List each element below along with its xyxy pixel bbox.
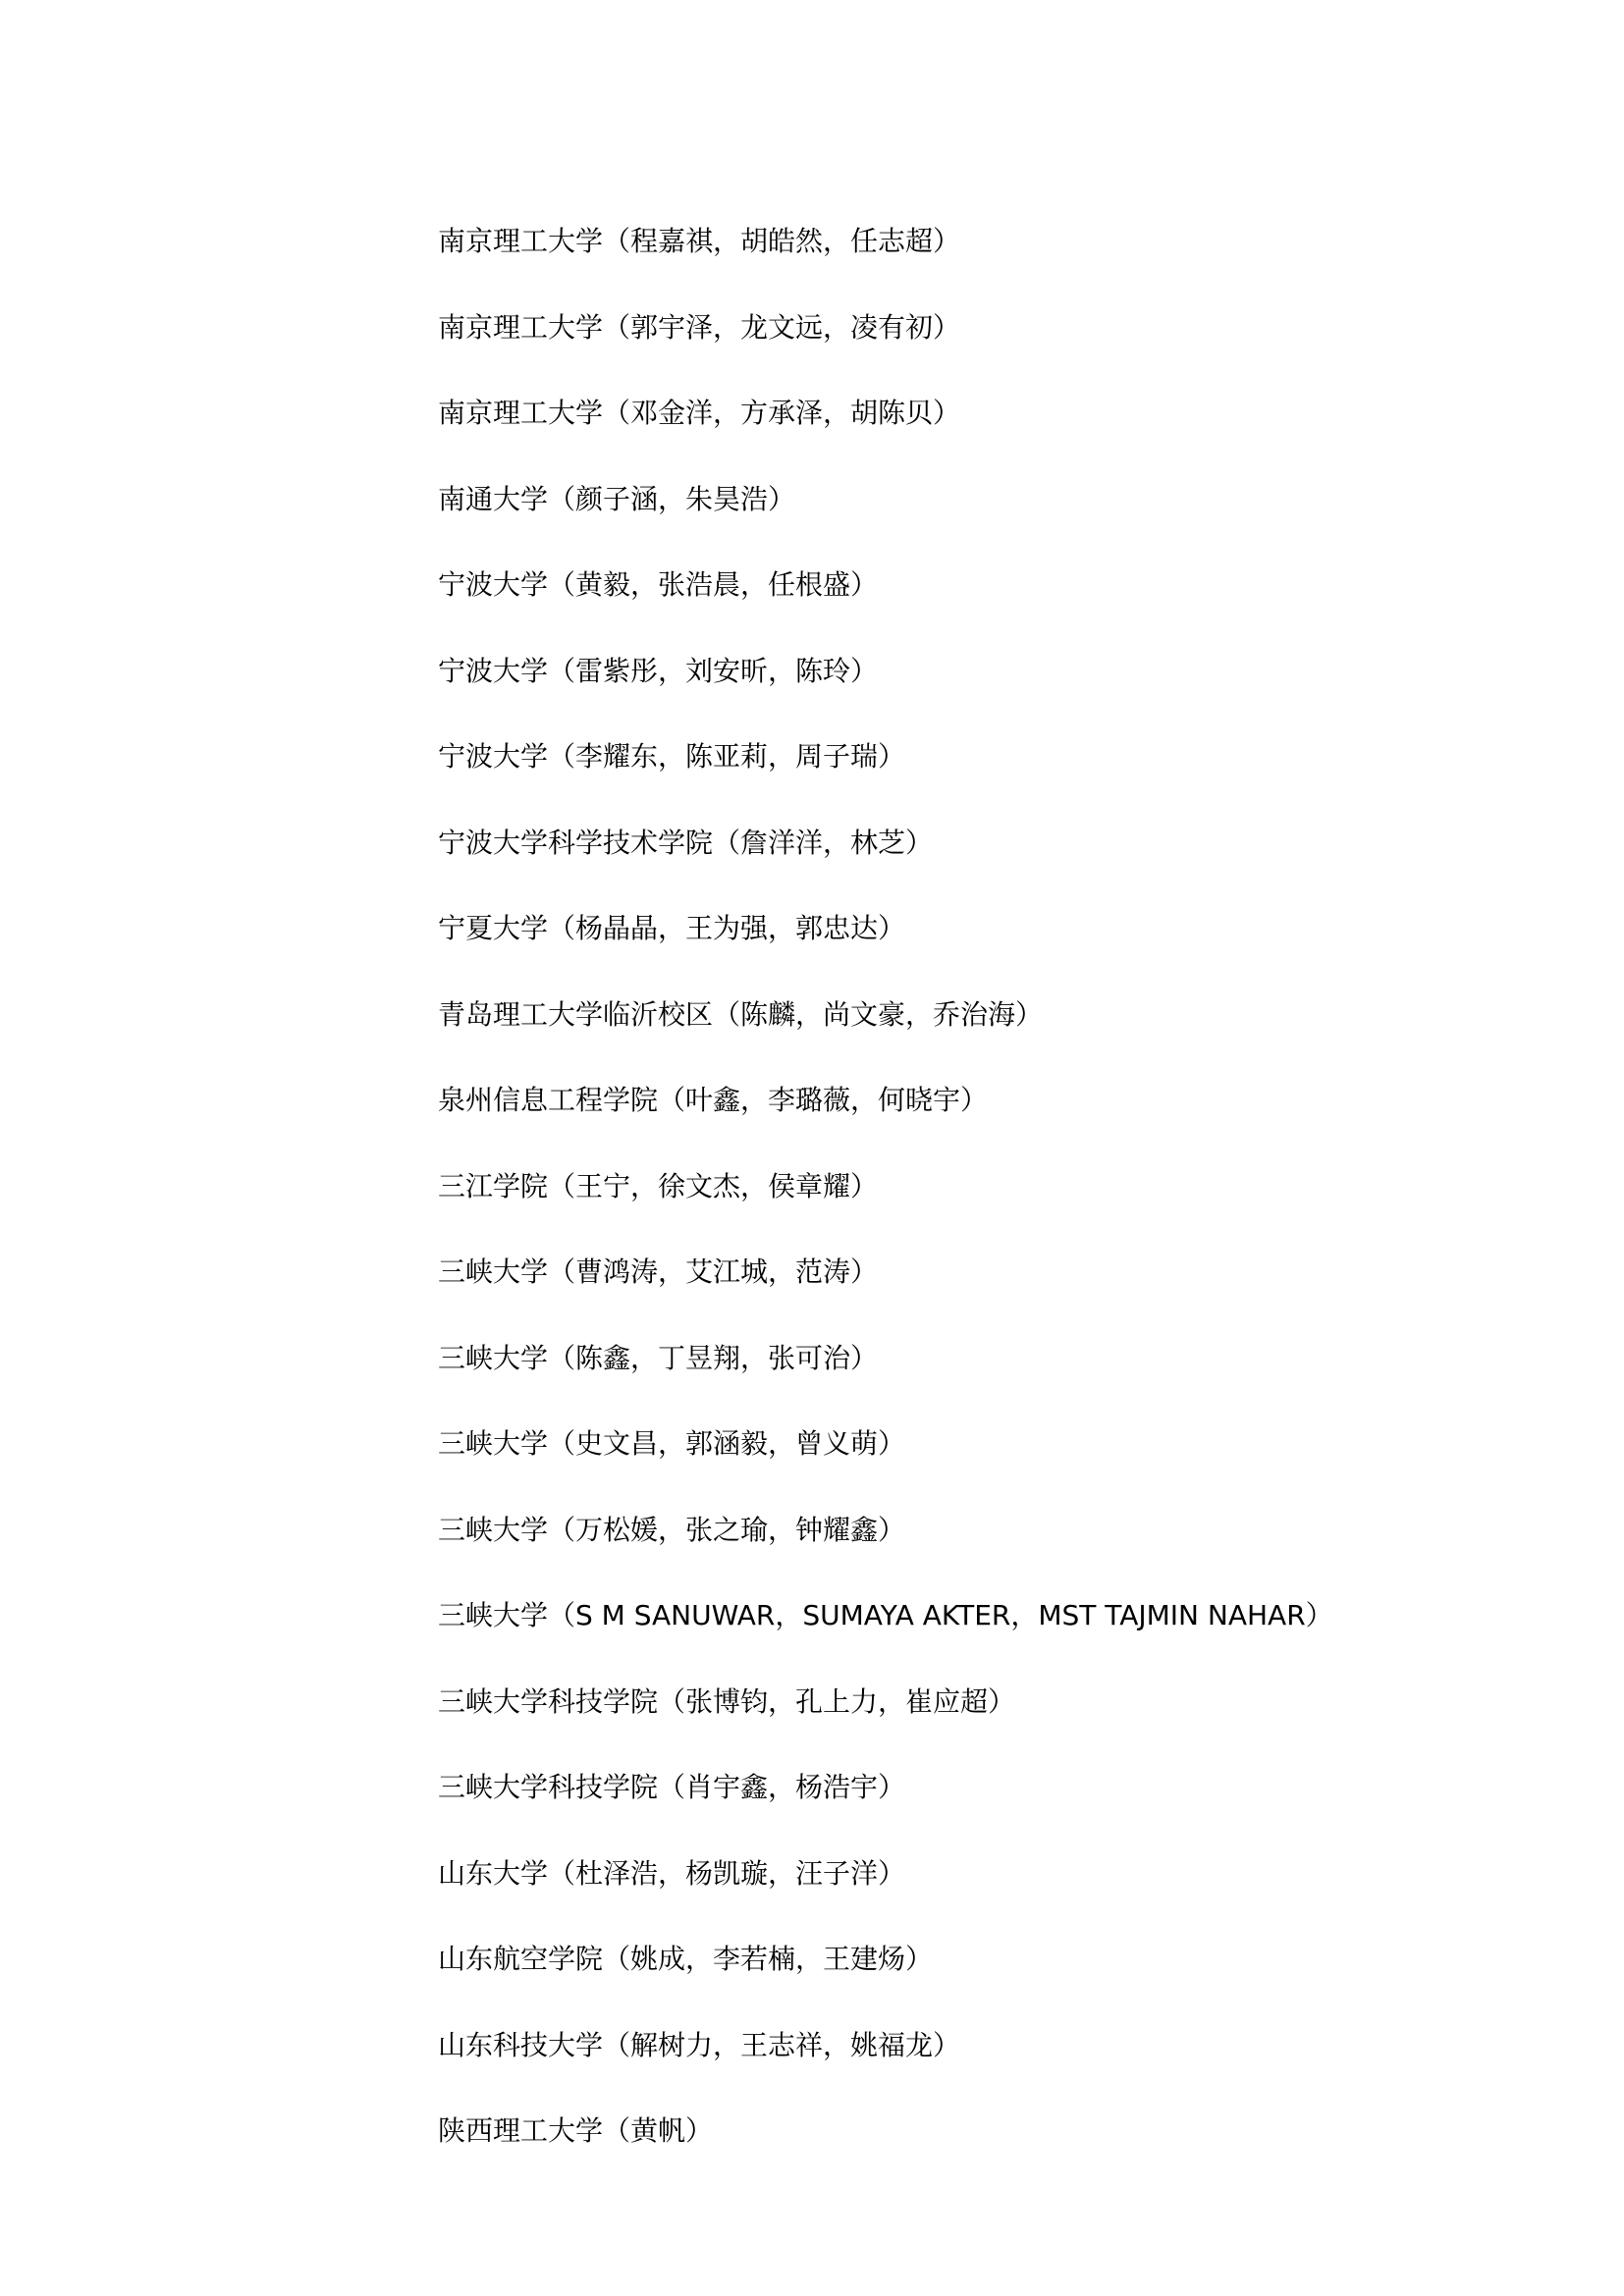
team-entry: 三峡大学（曹鸿涛，艾江城，范涛） (438, 1255, 879, 1288)
team-entry: 三峡大学科技学院（张博钧，孔上力，崔应超） (438, 1684, 1016, 1718)
team-list (438, 218, 1333, 2194)
team-entry: 三峡大学（史文昌，郭涵毅，曾义萌） (438, 1427, 906, 1460)
team-entry: 三峡大学（陈鑫，丁昱翔，张可治） (438, 1341, 879, 1374)
team-entry: 南通大学（颜子涵，朱昊浩） (438, 482, 796, 515)
team-entry: 宁波大学科学技术学院（詹洋洋，林芝） (438, 826, 934, 859)
team-entry: 南京理工大学（程嘉祺，胡皓然，任志超） (438, 225, 961, 257)
team-entry: 三峡大学（万松媛，张之瑜，钟耀鑫） (438, 1513, 906, 1546)
team-entry: 宁波大学（雷紫彤，刘安昕，陈玲） (438, 654, 879, 687)
team-entry: 三江学院（王宁，徐文杰，侯章耀） (438, 1169, 879, 1202)
team-entry: 山东航空学院（姚成，李若楠，王建炀） (438, 1943, 934, 1975)
team-entry: 宁夏大学（杨晶晶，王为强，郭忠达） (438, 912, 906, 944)
team-entry: 山东科技大学（解树力，王志祥，姚福龙） (438, 2028, 961, 2061)
team-entry: 三峡大学科技学院（肖宇鑫，杨浩宇） (438, 1771, 906, 1803)
team-entry: 三峡大学（S M SANUWAR，SUMAYA AKTER，MST TAJMIN NAHAR） (438, 1599, 1333, 1631)
team-entry: 山东大学（杜泽浩，杨凯璇，汪子洋） (438, 1856, 906, 1890)
team-entry: 陕西理工大学（黄帆） (438, 2114, 714, 2147)
team-entry: 宁波大学（黄毅，张浩晨，任根盛） (438, 568, 879, 601)
team-entry: 宁波大学（李耀东，陈亚莉，周子瑞） (438, 740, 906, 773)
team-entry: 泉州信息工程学院（叶鑫，李璐薇，何晓宇） (438, 1084, 989, 1116)
team-entry: 南京理工大学（郭宇泽，龙文远，凌有初） (438, 310, 961, 344)
team-entry: 南京理工大学（邓金洋，方承泽，胡陈贝） (438, 397, 961, 429)
team-entry: 青岛理工大学临沂校区（陈麟，尚文豪，乔治海） (438, 997, 1044, 1031)
